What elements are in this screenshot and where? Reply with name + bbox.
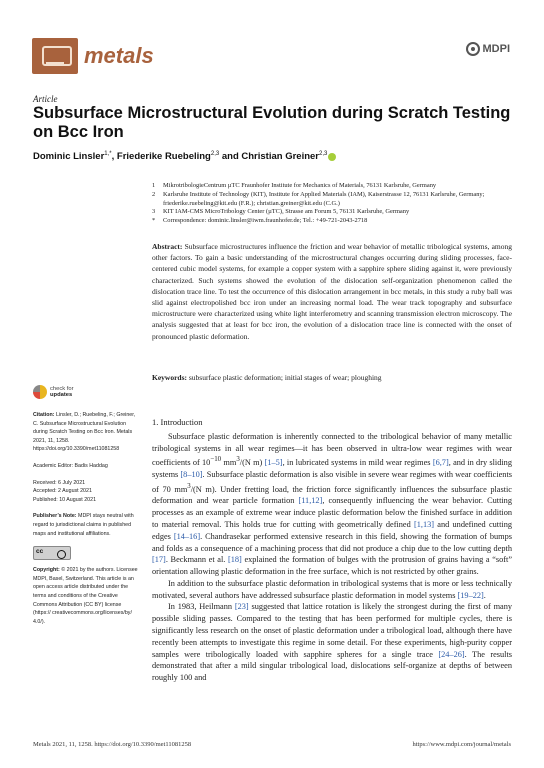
affiliation-number: *	[152, 217, 156, 225]
body-paragraph	[152, 578, 512, 602]
author-list	[33, 151, 336, 162]
superscript-text: 3	[236, 456, 240, 464]
affiliation-number: 1	[152, 182, 156, 189]
reference-link[interactable]: [24–26]	[438, 649, 465, 659]
reference-link[interactable]: [14–16]	[173, 531, 201, 541]
affiliation-number: 2	[152, 190, 156, 198]
publisher-name: MDPI	[482, 43, 510, 55]
section-heading: 1. Introduction	[152, 417, 203, 427]
keywords	[152, 373, 512, 382]
paragraph-text: explained the formation of bulges with the protrusion of grains having a “soft” orientation allowing plastic deformation in the free surface, which is not restricted by other grains.	[152, 555, 513, 577]
affiliation-item	[152, 217, 512, 226]
reference-link[interactable]: [1,13]	[414, 519, 435, 529]
citation-block	[33, 411, 139, 454]
affiliation-text: MikrotribologieCentrum µTC Fraunhofer Institute for Mechanics of Materials, 76131 Karlsruhe, Germany	[163, 182, 437, 189]
paragraph-text: , in lubricated systems in mild wear regimes	[282, 458, 433, 468]
journal-name: metals	[84, 43, 154, 68]
author-affiliation-marker: 2,3	[210, 151, 220, 157]
paragraph-text: , and in dry sliding systems	[152, 458, 512, 479]
reference-link[interactable]: [1–5]	[264, 458, 283, 468]
paragraph-text: /(N m)	[239, 458, 265, 468]
check-for-updates-button[interactable]	[33, 385, 139, 399]
article-info-sidebar	[33, 385, 139, 634]
affiliation-item	[152, 182, 512, 191]
affiliation-item	[152, 208, 512, 217]
academic-editor: Academic Editor: Badis Haddag	[33, 462, 108, 469]
journal-logo	[32, 38, 154, 74]
check-updates-line2: updates	[50, 392, 73, 398]
paragraph-text: suggested that lattice rotation is likely the strongest during the first of many possible sliding passes. Compared to the testing that has been performed for multiple cycles, there is significantly less research on the onset of plastic deformation under a tribological load, although there have recently been attempts to investigate this regime in some detail. For these experiments, high-purity copper samples were tribologically loaded with sapphire spheres for a single trace	[152, 602, 513, 659]
paragraph-text: . Beckmann et al.	[165, 555, 228, 565]
abstract-label: Abstract:	[152, 242, 183, 251]
article-body	[152, 417, 512, 684]
paragraph-text: /(N m). Under fretting load, the friction force significantly influences the subsurface plastic deformation and wear particle formation	[152, 484, 512, 506]
paragraph-text: In addition to the subsurface plastic deformation in tribological systems that is more or less technically motivated, several authors have addressed subsurface plastic deformation in model systems	[152, 578, 512, 600]
body-paragraph	[152, 601, 512, 684]
check-updates-line1: check for	[50, 385, 74, 392]
paragraph-text: , consequently influencing the wear behavior. Cutting processes as an example of extreme wear induce plastic deformation below the finished surface in addition to material removal. This holds true for cutting with geometrically defined	[152, 496, 512, 529]
paragraph-text: . Chandrasekar performed extensive research in this field, showing the formation of bumps and folds as a consequence of a machining process that did not produce a chip due to the low cutting depth	[152, 531, 513, 553]
paragraph-text: In 1983, Heilmann	[168, 602, 235, 612]
cc-by-license-icon[interactable]	[33, 546, 71, 560]
author-separator: ,	[111, 151, 117, 163]
superscript-text: 3	[187, 482, 191, 490]
paragraph-text: mm	[221, 458, 237, 468]
paragraph-text: .	[483, 590, 486, 600]
author-name[interactable]: Friederike Ruebeling	[116, 151, 211, 163]
keywords-text: subsurface plastic deformation; initial stages of wear; ploughing	[188, 373, 382, 382]
affiliation-item	[152, 191, 512, 209]
affiliation-text: KIT IAM-CMS MicroTribology Center (µTC), Strasse am Forum 5, 76131 Karlsruhe, Germany	[163, 208, 410, 216]
footer-citation: Metals 2021, 11, 1258. https://doi.org/10.3390/met11081258	[33, 741, 192, 748]
mdpi-logo-icon	[466, 42, 480, 56]
check-updates-icon	[33, 385, 47, 399]
author-affiliation-marker: 1,*	[104, 151, 112, 157]
paragraph-text: . Subsurface plastic deformation is also visible in severe wear regimes with wear coefficients of 70 mm	[152, 469, 512, 494]
copyright-label: Copyright:	[33, 567, 60, 574]
citation-text: Linsler, D.; Ruebeling, F.; Greiner, C. Subsurface Microstructural Evolution during Scratch Testing on Bcc Iron. Metals 2021, 11, 1258. https://doi.org/10.3390/met11081258	[33, 412, 136, 453]
keywords-label: Keywords:	[152, 373, 187, 382]
abstract-text: Subsurface microstructures influence the friction and wear behavior of metallic tribological systems, among other factors. To gain a basic understanding of the microstructural changes occurring during sliding processes, face-centered cubic model systems, for example a copper system with a sapphire sphere sliding against it, were previously characterized. Such systems showed the evolution of the dislocation self-organization phenomenon called the dislocation trace line. To test the occurrence of this dislocation arrangement in bcc metals, in this study a ruby ball was slid against electropolished bcc iron under an increasing normal load. The wear track topography and subsurface microstructure were characterized using white light interferometry and scanning transmission electron microscopy. The analysis suggested that at least for bcc iron, the evolution of a dislocation trace line is connected with the onset of pronounced plastic deformation.	[152, 242, 512, 341]
reference-link[interactable]: [23]	[234, 602, 249, 612]
publisher-note	[33, 512, 139, 538]
affiliation-number: 3	[152, 208, 156, 216]
reference-link[interactable]: [18]	[227, 555, 242, 565]
paragraph-text: and undefined cutting edges	[152, 519, 512, 541]
article-type: Article	[33, 94, 58, 104]
orcid-icon[interactable]	[328, 153, 336, 161]
page-footer	[33, 741, 511, 748]
author-name[interactable]: Dominic Linsler	[33, 151, 105, 163]
footer-journal-url[interactable]: https://www.mdpi.com/journal/metals	[412, 741, 511, 748]
affiliations	[152, 182, 512, 226]
body-paragraph	[152, 431, 512, 578]
abstract	[152, 241, 512, 342]
superscript-text: −10	[210, 456, 222, 464]
paragraph-text: . The results demonstrated that after a mild singular tribological load, dislocations self-organize at depths of between roughly 100 and	[152, 649, 512, 683]
dates-block	[33, 479, 139, 505]
body-paragraphs	[152, 431, 512, 684]
reference-link[interactable]: [19–22]	[457, 590, 484, 600]
reference-link[interactable]: [6,7]	[432, 458, 449, 468]
copyright-text: © 2021 by the authors. Licensee MDPI, Basel, Switzerland. This article is an open access article distributed under the terms and conditions of the Creative Commons Attribution (CC BY) license (https:// creativecommons.org/licenses/by/ 4.0/).	[33, 567, 138, 625]
affiliation-text: Correspondence: dominic.linsler@iwm.fraunhofer.de; Tel.: +49-721-2043-2718	[163, 217, 368, 225]
publisher-note-text: MDPI stays neutral with regard to jurisdictional claims in published maps and institutional affiliations.	[33, 513, 134, 537]
received-date: Received: 6 July 2021	[33, 479, 86, 486]
article-title: Subsurface Microstructural Evolution during Scratch Testing on Bcc Iron	[33, 104, 511, 141]
author-separator: and	[219, 151, 242, 163]
copyright-block	[33, 566, 139, 626]
published-date: Published: 10 August 2021	[33, 496, 97, 503]
affiliation-text: Karlsruhe Institute of Technology (KIT), Institute for Applied Materials (IAM), Kaiserstrasse 12, 76131 Karlsruhe, Germany; friederike.ruebeling@kit.edu (F.R.); christian.greiner@kit.edu (C.G.)	[163, 190, 485, 207]
author-name[interactable]: Christian Greiner	[241, 151, 319, 163]
paragraph-text: Subsurface plastic deformation is inherently connected to the tribological behavior of many metallic tribological systems in all wear regimes—it has been observed in ultra-low wear regimes with wear coefficients of 10	[152, 431, 512, 468]
publisher-note-label: Publisher’s Note:	[33, 513, 77, 520]
metals-logo-icon	[32, 38, 78, 74]
accepted-date: Accepted: 2 August 2021	[33, 488, 92, 495]
citation-label: Citation:	[33, 412, 55, 418]
publisher-logo	[466, 42, 511, 56]
reference-link[interactable]: [17]	[152, 555, 166, 565]
author-affiliation-marker: 2,3	[319, 151, 328, 157]
reference-link[interactable]: [11,12]	[298, 496, 323, 506]
reference-link[interactable]: [8–10]	[180, 469, 203, 479]
